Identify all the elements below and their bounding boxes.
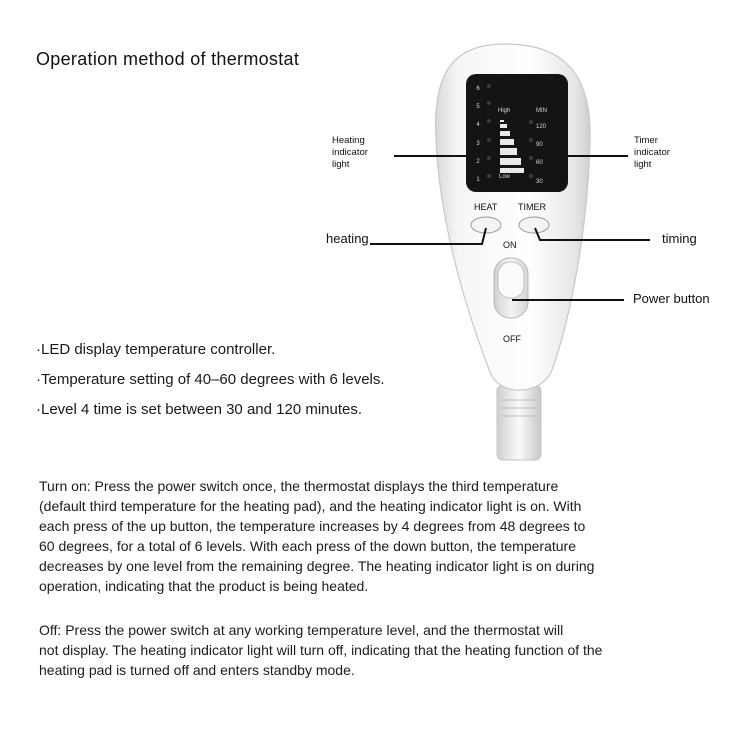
low-label: Low bbox=[499, 174, 511, 180]
level-numbers: 6 5 4 3 2 1 bbox=[476, 86, 480, 184]
feature-item: ·LED display temperature controller. bbox=[36, 341, 276, 358]
page-title: Operation method of thermostat bbox=[36, 49, 300, 69]
power-button-callout: Power button bbox=[633, 291, 710, 306]
feature-item: ·Temperature setting of 40–60 degrees with 6 levels. bbox=[36, 371, 385, 388]
heating-indicator-callout: Heating indicator light bbox=[332, 135, 368, 170]
feature-item: ·Level 4 time is set between 30 and 120 minutes. bbox=[36, 401, 363, 418]
off-label: OFF bbox=[503, 334, 521, 344]
turn-on-paragraph: Turn on: Press the power switch once, the thermostat displays the third temperature (default third temperature for the heating pad), and the heating indicator light is on. With each press of the up button, the temperature increases by 4 degrees from 48 degrees to 60 degrees, for a total of 6 levels. With each press of the down button, the temperature decreases by one level from the remaining degree. The heating indicator light is on during operation, indicating that the product is being heated. bbox=[39, 478, 595, 594]
power-slider-knob[interactable] bbox=[498, 262, 524, 298]
timer-button-label: TIMER bbox=[518, 202, 546, 212]
heat-button-label: HEAT bbox=[474, 202, 498, 212]
timing-callout: timing bbox=[662, 231, 697, 246]
on-label: ON bbox=[503, 240, 517, 250]
heating-callout: heating bbox=[326, 231, 369, 246]
cord-strain-relief bbox=[497, 385, 541, 460]
timer-values: 120 90 60 30 bbox=[536, 124, 547, 185]
timer-indicator-callout: Timer indicator light bbox=[634, 135, 670, 170]
high-label: High bbox=[498, 108, 511, 114]
timer-header: MIN bbox=[536, 108, 547, 114]
turn-off-paragraph: Off: Press the power switch at any working temperature level, and the thermostat will not display. The heating indicator light will turn off, indicating that the heating function of the heating pad is turned off and enters standby mode. bbox=[39, 622, 603, 678]
timer-button[interactable] bbox=[519, 217, 549, 233]
